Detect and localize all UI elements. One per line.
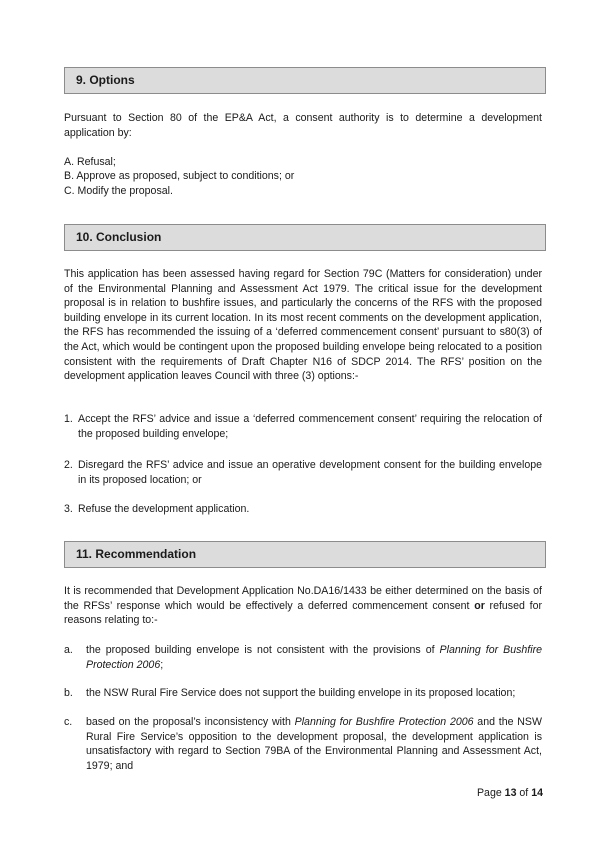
section-11-intro <box>64 584 542 628</box>
page-label: Page <box>476 787 505 799</box>
section-11-heading: 11. Recommendation <box>64 541 546 568</box>
list-number: 2. <box>64 459 73 471</box>
total-pages: 14 <box>531 787 543 799</box>
section-9-heading: 9. Options <box>64 67 546 94</box>
list-text <box>86 686 542 701</box>
option-a: A. Refusal; <box>64 156 116 168</box>
list-letter: a. <box>64 644 73 656</box>
list-number: 3. <box>64 503 73 515</box>
list-text: Disregard the RFS’ advice and issue an operative development consent for the building envelope in its proposed location; or <box>78 459 542 486</box>
reason-text: the proposed building envelope is not consistent with the provisions of <box>86 644 440 656</box>
list-text: Accept the RFS’ advice and issue a ‘deferred commencement consent’ requiring the relocation of the proposed building envelope; <box>78 413 542 440</box>
intro-text: It is recommended that Development Application No.DA16/1433 be either determined on the basis of the RFSs’ response which would be effectively a deferred commencement consent <box>64 585 542 612</box>
reason-text: the NSW Rural Fire Service does not support the building envelope in its proposed location; <box>86 687 516 699</box>
reason-text-end: ; <box>160 658 164 671</box>
list-letter: c. <box>64 716 73 728</box>
section-9-intro: Pursuant to Section 80 of the EP&A Act, a consent authority is to determine a development application by: <box>64 112 542 139</box>
list-letter: b. <box>64 687 73 699</box>
page-number <box>477 786 543 801</box>
current-page: 13 <box>504 787 517 799</box>
section-10-heading: 10. Conclusion <box>64 224 546 251</box>
reason-emphasis: Planning for Bushfire Protection 2006 <box>294 716 474 728</box>
intro-or-bold: or <box>474 599 485 612</box>
option-c: C. Modify the proposal. <box>64 185 173 197</box>
reason-text-end: and the NSW Rural Fire Service’s opposition to the development proposal, the development application is unsatisfactory with regard to Section 79BA of the Environmental Planning and Assessment Act, 1979; and <box>86 716 542 772</box>
of-label: of <box>516 787 532 799</box>
list-text <box>86 643 542 672</box>
list-text: Refuse the development application. <box>78 503 250 515</box>
option-b: B. Approve as proposed, subject to conditions; or <box>64 170 295 182</box>
list-text <box>86 715 542 773</box>
reason-text: based on the proposal’s inconsistency with <box>86 716 295 728</box>
reason-emphasis: Planning for Bushfire Protection 2006 <box>86 644 542 671</box>
list-number: 1. <box>64 413 73 425</box>
intro-text-end: refused for reasons relating to:- <box>64 599 542 627</box>
section-10-body: This application has been assessed having regard for Section 79C (Matters for consideration) under of the Environmental Planning and Assessment Act 1979. The critical issue for the development proposal is in relation to bushfire issues, and particularly the concerns of the RFS with the proposed building envelope in its current location. In its most recent comments on the development application, the RFS has recommended the issuing of a ‘deferred commencement consent’ pursuant to s80(3) of the Act, which would be contingent upon the proposed building envelope being relocated to a position consistent with the requirements of Draft Chapter N16 of SDCP 2014. The RFS’ position on the development application leaves Council with three (3) options:- <box>64 268 542 383</box>
